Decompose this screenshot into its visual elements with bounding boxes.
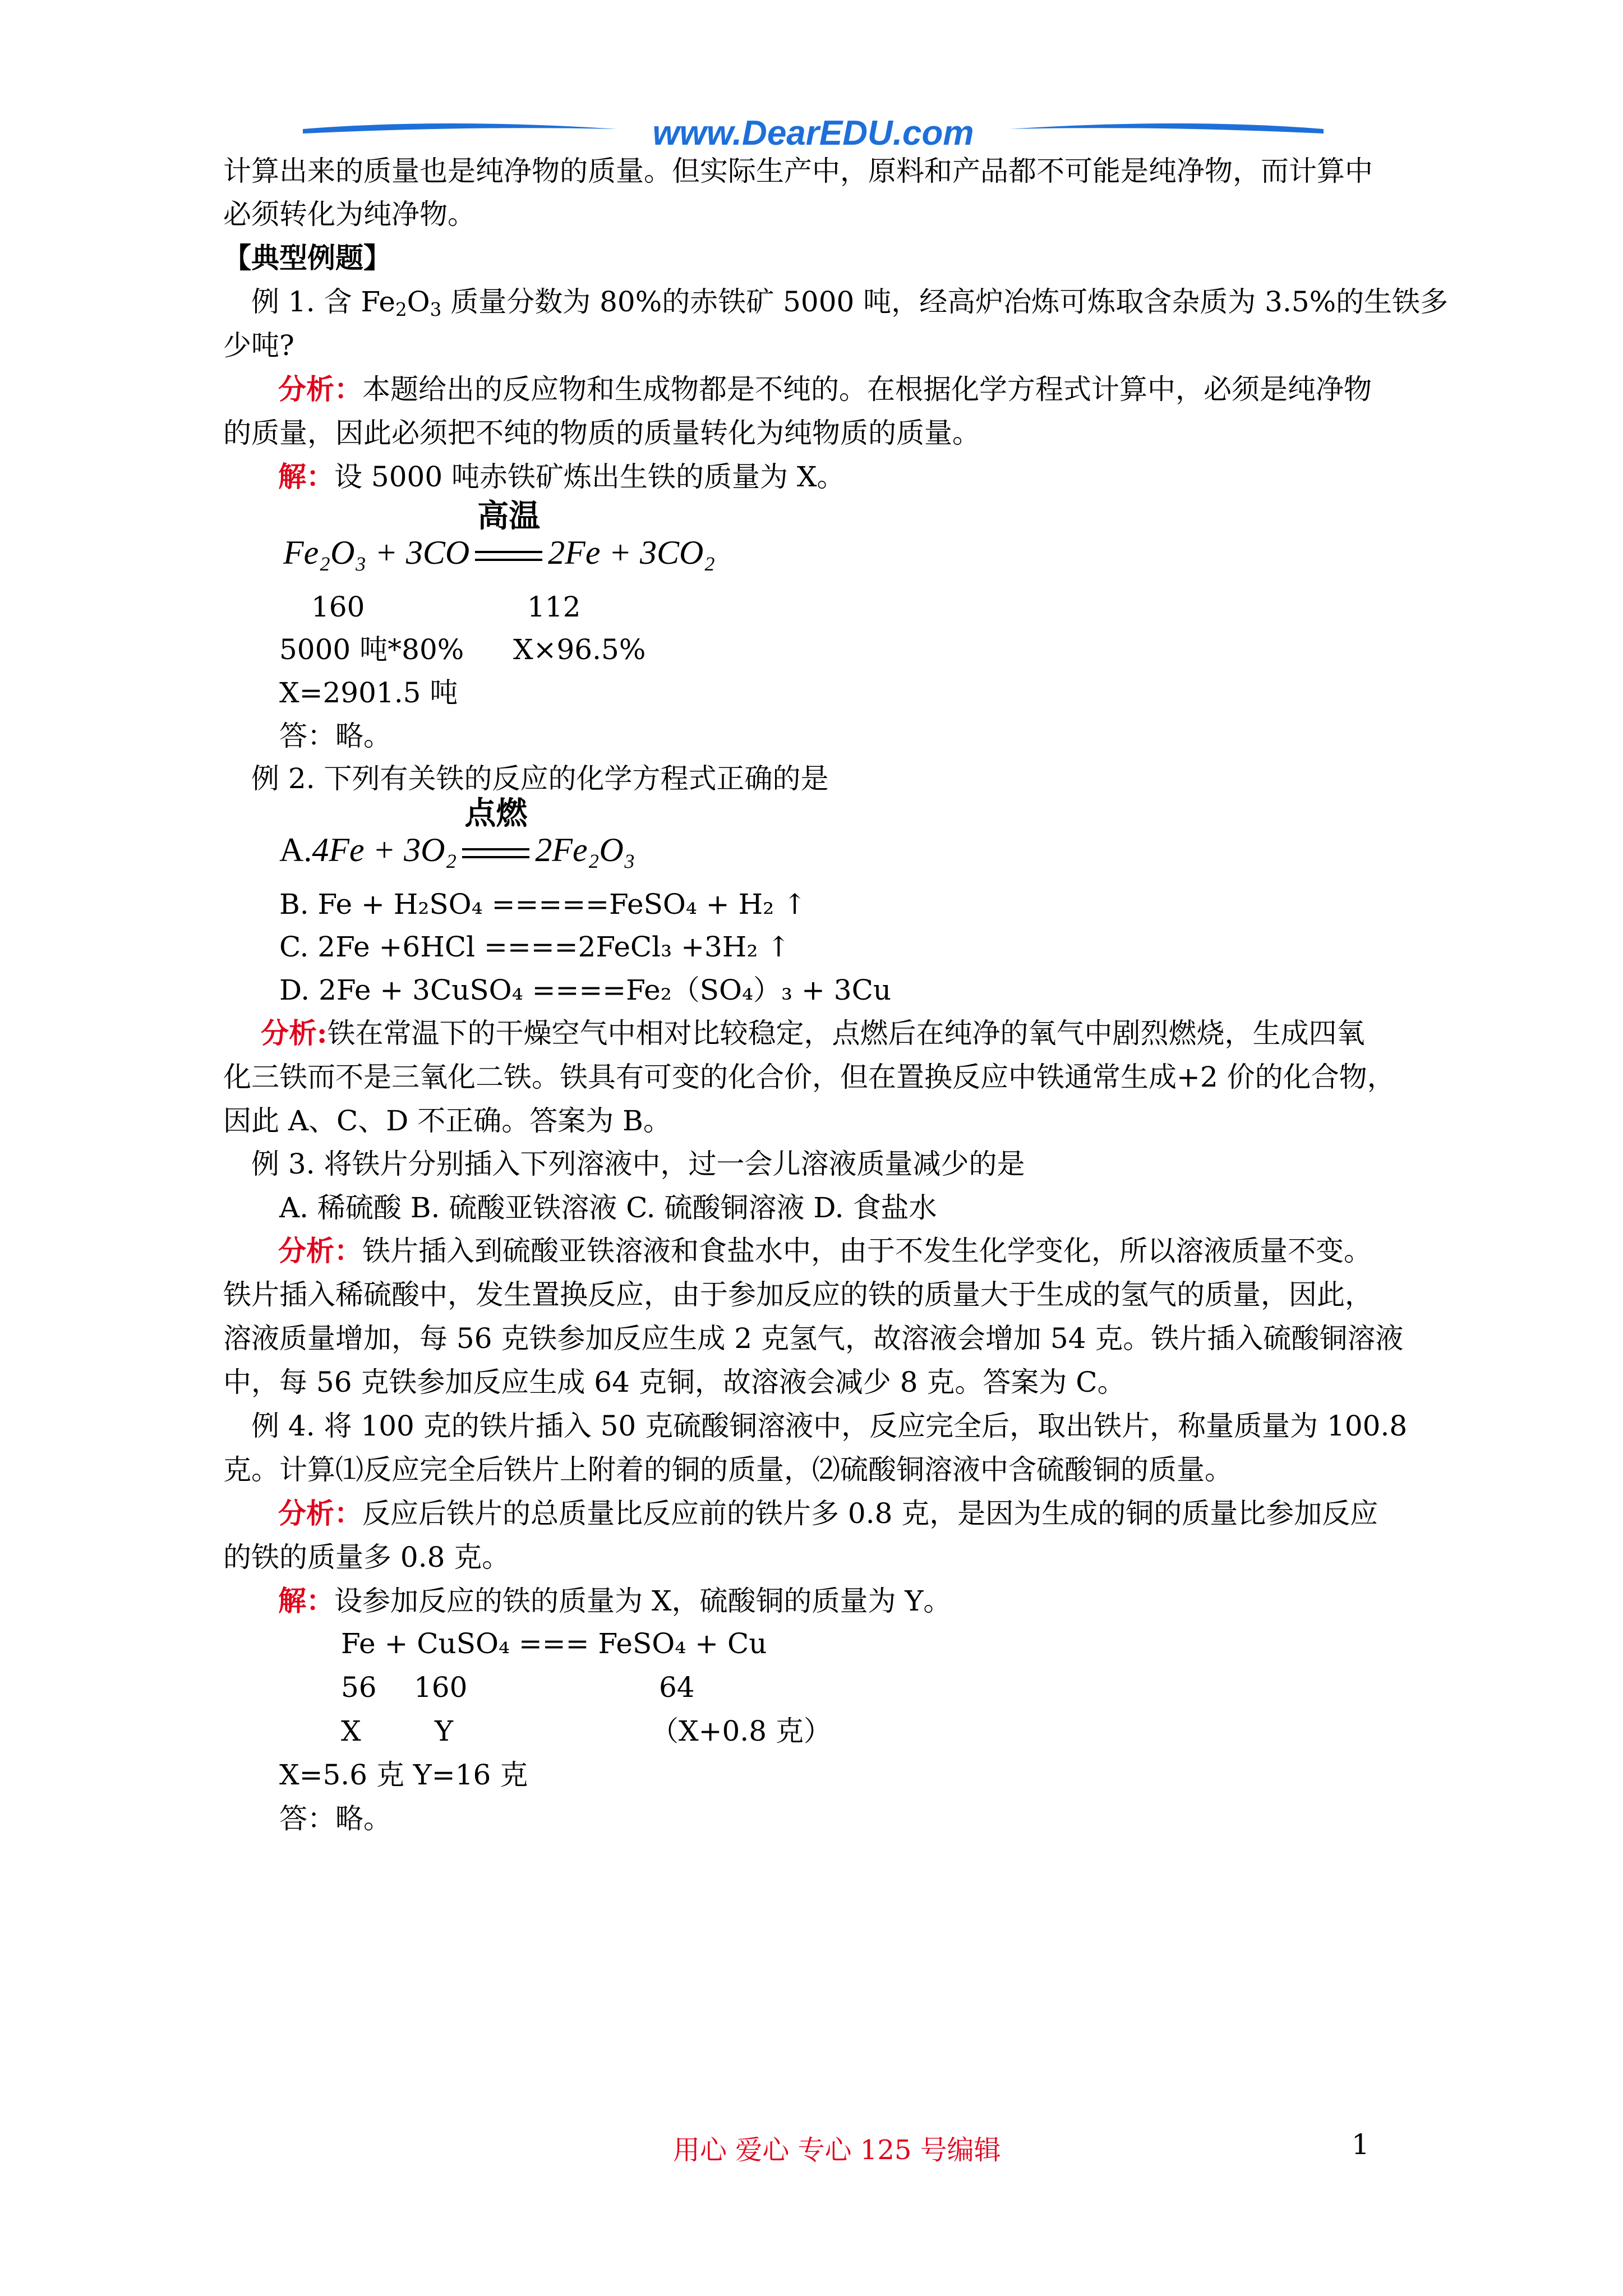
ex2-analysis-3: 因此 A、C、D 不正确。答案为 B。 — [223, 1105, 671, 1137]
ex4-r1a: 56 — [341, 1671, 377, 1704]
ex3-question: 例 3. 将铁片分别插入下列溶液中，过一会儿溶液质量减少的是 — [251, 1148, 1025, 1180]
ex4-analysis-2: 的铁的质量多 0.8 克。 — [223, 1541, 510, 1573]
analysis-label: 分析： — [278, 1234, 362, 1267]
ex4-r2b: Y — [435, 1715, 454, 1747]
ex4-r1c: 64 — [659, 1671, 695, 1704]
ex1-result: X=2901.5 吨 — [279, 677, 458, 709]
ex3-options: A. 稀硫酸 B. 硫酸亚铁溶液 C. 硫酸铜溶液 D. 食盐水 — [279, 1191, 937, 1224]
analysis-label: 分析： — [278, 1497, 362, 1530]
ex4-question-1: 例 4. 将 100 克的铁片插入 50 克硫酸铜溶液中，反应完全后，取出铁片，称量质量为 100.8 — [251, 1410, 1408, 1442]
ex2-option-c: C. 2Fe +6HCl ====2FeCl₃ +3H₂ ↑ — [279, 931, 791, 963]
ex4-analysis: 分析：反应后铁片的总质量比反应前的铁片多 0.8 克，是因为生成的铜的质量比参加反应 — [278, 1497, 1378, 1530]
ex4-r2a: X — [341, 1715, 361, 1747]
ex1-question-line-1: 例 1. 含 $Fe_2O_3$ 质量分数为 80%的赤铁矿 5000 吨，经高炉冶炼可炼取含杂质为 3.5%的生铁多 — [251, 286, 1449, 321]
ex1-answer: 答：略。 — [279, 720, 391, 752]
ex1-equation: Fe₂O₃ + 3CO 高温 2Fe + 3CO₂ — [283, 533, 715, 572]
analysis-label: 分析： — [278, 372, 362, 406]
analysis-label: 分析: — [261, 1016, 328, 1050]
footer-text: 用心 爱心 专心 125 号编辑 — [673, 2134, 1001, 2166]
intro-line-2: 必须转化为纯净物。 — [223, 198, 476, 231]
intro-line-1: 计算出来的质量也是纯净物的质量。但实际生产中，原料和产品都不可能是纯净物，而计算中 — [223, 155, 1373, 187]
solve-label: 解： — [278, 1584, 334, 1617]
ex4-result: X=5.6 克 Y=16 克 — [279, 1759, 528, 1791]
ex1-n2: 112 — [527, 591, 581, 623]
ex2-question: 例 2. 下列有关铁的反应的化学方程式正确的是 — [251, 762, 829, 795]
ex1-analysis-2: 的质量，因此必须把不纯的物质的质量转化为纯物质的质量。 — [223, 417, 980, 449]
ex1-m1: 5000 吨*80% — [279, 633, 464, 666]
ex1-n1: 160 — [311, 591, 365, 623]
ex2-option-d: D. 2Fe + 3CuSO₄ ====Fe₂（SO₄）₃ + 3Cu — [279, 974, 892, 1006]
ex4-answer: 答：略。 — [279, 1802, 391, 1835]
ex4-question-2: 克。计算⑴反应完全后铁片上附着的铜的质量，⑵硫酸铜溶液中含硫酸铜的质量。 — [223, 1453, 1233, 1486]
logo-swoosh-right — [1009, 123, 1324, 134]
logo-text: www.DearEDU.com — [652, 114, 974, 153]
ex2-analysis-2: 化三铁而不是三氧化二铁。铁具有可变的化合价，但在置换反应中铁通常生成+2 价的化合物， — [223, 1061, 1395, 1093]
ex1-analysis: 分析：本题给出的反应物和生成物都是不纯的。在根据化学方程式计算中，必须是纯净物 — [278, 372, 1372, 406]
ex3-analysis-4: 中，每 56 克铁参加反应生成 64 克铜，故溶液会减少 8 克。答案为 C。 — [223, 1366, 1126, 1398]
ex1-solve: 解：设 5000 吨赤铁矿炼出生铁的质量为 X。 — [278, 460, 845, 493]
section-title: 【典型例题】 — [223, 241, 391, 274]
logo-swoosh-left — [303, 123, 617, 134]
ex2-analysis: 分析:铁在常温下的干燥空气中相对比较稳定，点燃后在纯净的氧气中剧烈燃烧，生成四氧 — [261, 1016, 1365, 1050]
ex4-r1b: 160 — [414, 1671, 468, 1704]
ex4-r2c: （X+0.8 克） — [651, 1715, 832, 1747]
ex3-analysis-2: 铁片插入稀硫酸中，发生置换反应，由于参加反应的铁的质量大于生成的氢气的质量，因此， — [223, 1278, 1373, 1311]
ex3-analysis: 分析：铁片插入到硫酸亚铁溶液和食盐水中，由于不发生化学变化，所以溶液质量不变。 — [278, 1234, 1372, 1267]
ex2-eq-condition: 点燃 — [464, 797, 528, 831]
page-number: 1 — [1352, 2128, 1370, 2161]
ex2-option-a: A.4Fe + 3O₂ 点燃 2Fe₂O₃ — [279, 830, 635, 869]
ex4-equation: Fe + CuSO₄ === FeSO₄ + Cu — [341, 1627, 767, 1660]
ex1-question-line-2: 少吨? — [223, 329, 294, 362]
ex1-m2: X×96.5% — [513, 633, 646, 666]
ex3-analysis-3: 溶液质量增加，每 56 克铁参加反应生成 2 克氢气，故溶液会增加 54 克。铁片插入硫酸铜溶液 — [223, 1322, 1404, 1355]
ex2-option-b: B. Fe + H₂SO₄ =====FeSO₄ + H₂ ↑ — [279, 888, 807, 921]
solve-label: 解： — [278, 460, 334, 493]
ex1-eq-condition: 高温 — [477, 499, 541, 534]
ex4-solve: 解：设参加反应的铁的质量为 X，硫酸铜的质量为 Y。 — [278, 1584, 952, 1617]
